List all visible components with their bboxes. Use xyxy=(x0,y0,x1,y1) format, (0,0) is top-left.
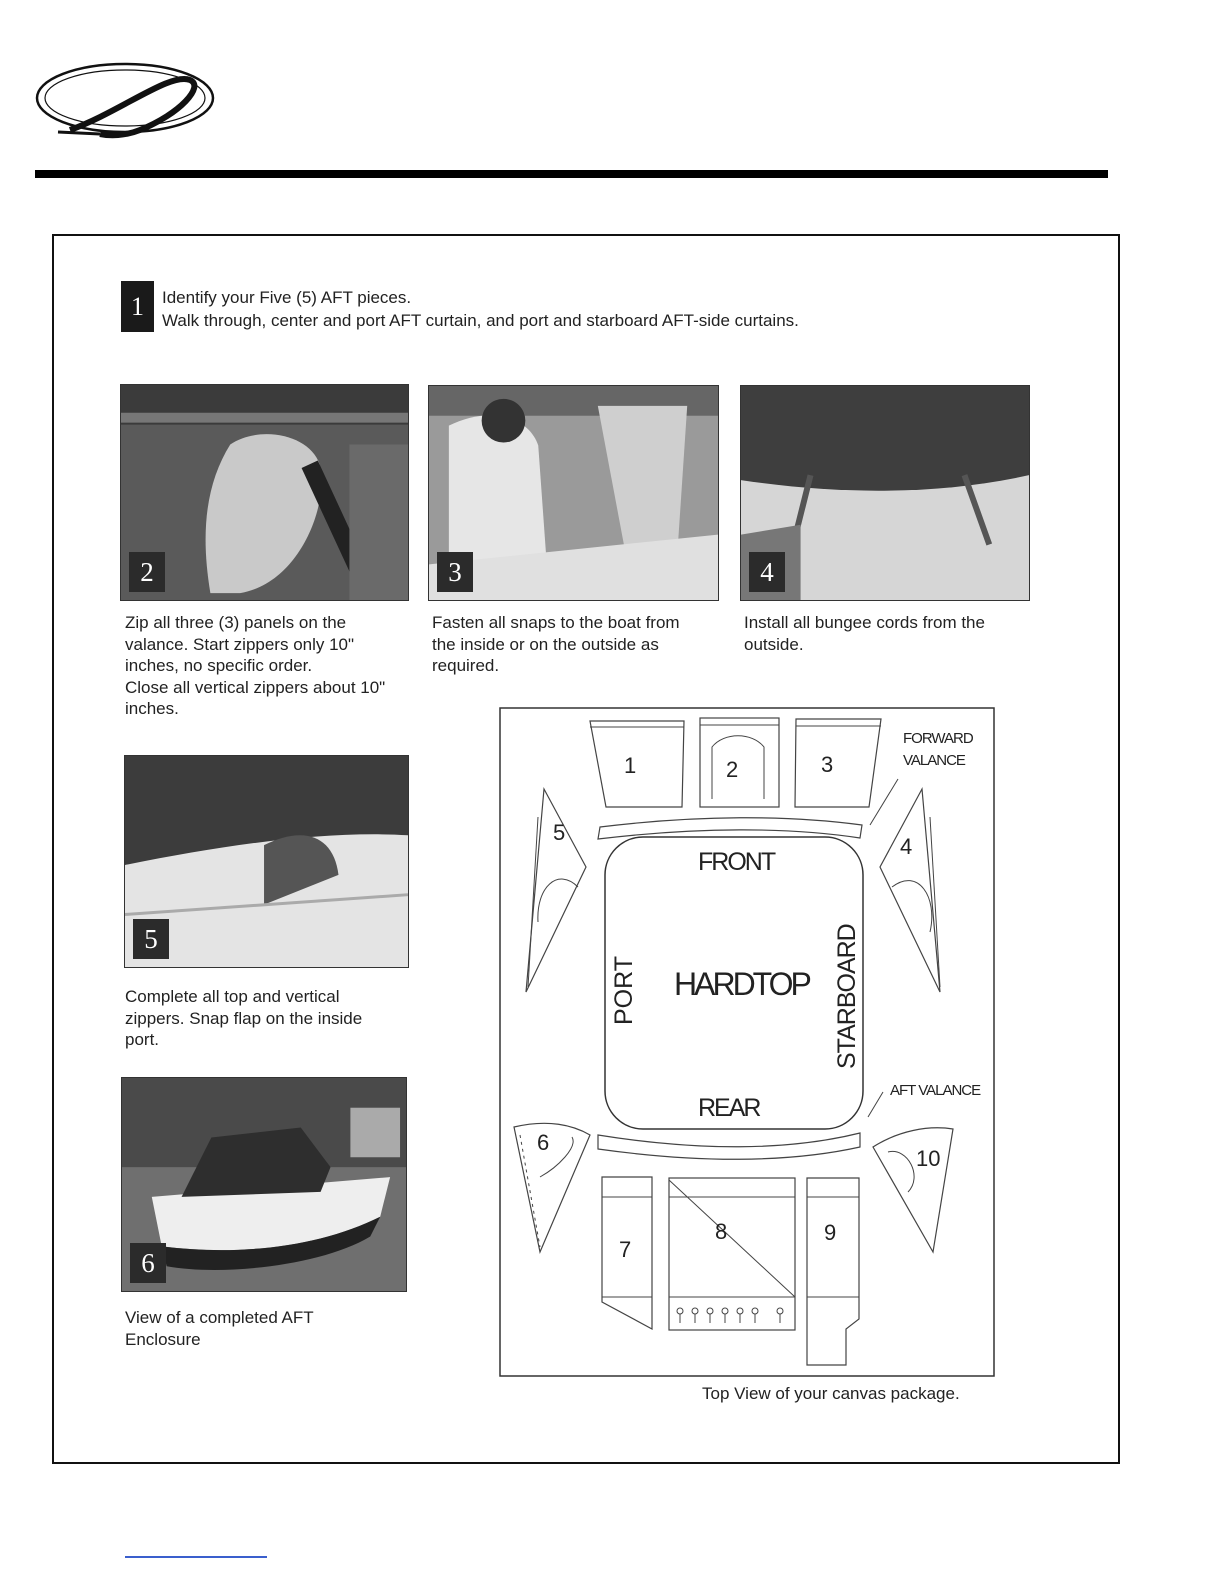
piece-label: 3 xyxy=(821,752,834,777)
caption-line: port. xyxy=(125,1030,160,1049)
piece-label: 10 xyxy=(916,1146,941,1171)
photo-number: 6 xyxy=(130,1243,166,1283)
piece-label: 4 xyxy=(900,834,913,859)
piece-label: 8 xyxy=(715,1219,728,1244)
photo-number: 2 xyxy=(129,552,165,592)
piece-label: 2 xyxy=(726,757,739,782)
caption-line: required. xyxy=(432,656,500,675)
rear-label: REAR xyxy=(698,1094,760,1122)
caption-line: Zip all three (3) panels on the xyxy=(125,613,347,632)
front-label: FRONT xyxy=(698,848,775,876)
piece-label: 7 xyxy=(619,1237,632,1262)
caption-line: inches, no specific order. xyxy=(125,656,313,675)
header-rule xyxy=(35,170,1108,178)
forward-valance-label: FORWARD xyxy=(903,730,973,747)
photo-step-6 xyxy=(121,1077,407,1292)
caption-line: Install all bungee cords from the xyxy=(744,613,985,632)
caption-line: inches. xyxy=(125,699,179,718)
step-line-1: Identify your Five (5) AFT pieces. xyxy=(162,288,412,307)
piece-label: 1 xyxy=(624,753,637,778)
caption-line: zippers. Snap flap on the inside xyxy=(125,1008,363,1028)
photo-number: 4 xyxy=(749,552,785,592)
caption-line: valance. Start zippers only 10" xyxy=(125,634,355,654)
step-line-2: Walk through, center and port AFT curtain, and port and starboard AFT-side curtains. xyxy=(162,311,799,330)
caption-line: outside. xyxy=(744,634,804,654)
diagram-caption: Top View of your canvas package. xyxy=(702,1384,960,1403)
forward-valance-label: VALANCE xyxy=(903,752,965,769)
step-instructions xyxy=(162,286,799,332)
photo-3-caption xyxy=(432,612,680,677)
caption-line: the inside or on the outside as xyxy=(432,634,659,654)
photo-6-caption xyxy=(125,1307,314,1350)
photo-step-5 xyxy=(124,755,409,968)
caption-line: Complete all top and vertical xyxy=(125,987,340,1006)
photo-4-caption xyxy=(744,612,985,655)
brand-logo xyxy=(30,52,220,144)
photo-number: 5 xyxy=(133,919,169,959)
photo-step-3 xyxy=(428,385,719,601)
piece-label: 5 xyxy=(553,820,566,845)
photo-number: 3 xyxy=(437,552,473,592)
aft-valance-label: AFT VALANCE xyxy=(890,1082,981,1099)
piece-label: 9 xyxy=(824,1220,837,1245)
caption-line: Enclosure xyxy=(125,1329,201,1349)
hardtop-label: HARDTOP xyxy=(674,966,809,1002)
photo-step-2 xyxy=(120,384,409,601)
photo-2-caption xyxy=(125,612,385,720)
caption-line: Close all vertical zippers about 10" xyxy=(125,677,386,697)
canvas-layout-diagram xyxy=(498,707,996,1378)
photo-5-caption xyxy=(125,986,362,1051)
piece-label: 6 xyxy=(537,1130,550,1155)
caption-line: Fasten all snaps to the boat from xyxy=(432,613,680,632)
port-label: PORT xyxy=(610,956,638,1025)
starboard-label: STARBOARD xyxy=(833,924,861,1069)
step-number-badge: 1 xyxy=(121,281,154,332)
photo-step-4 xyxy=(740,385,1030,601)
footer-link-underline xyxy=(125,1556,267,1558)
caption-line: View of a completed AFT xyxy=(125,1308,314,1327)
